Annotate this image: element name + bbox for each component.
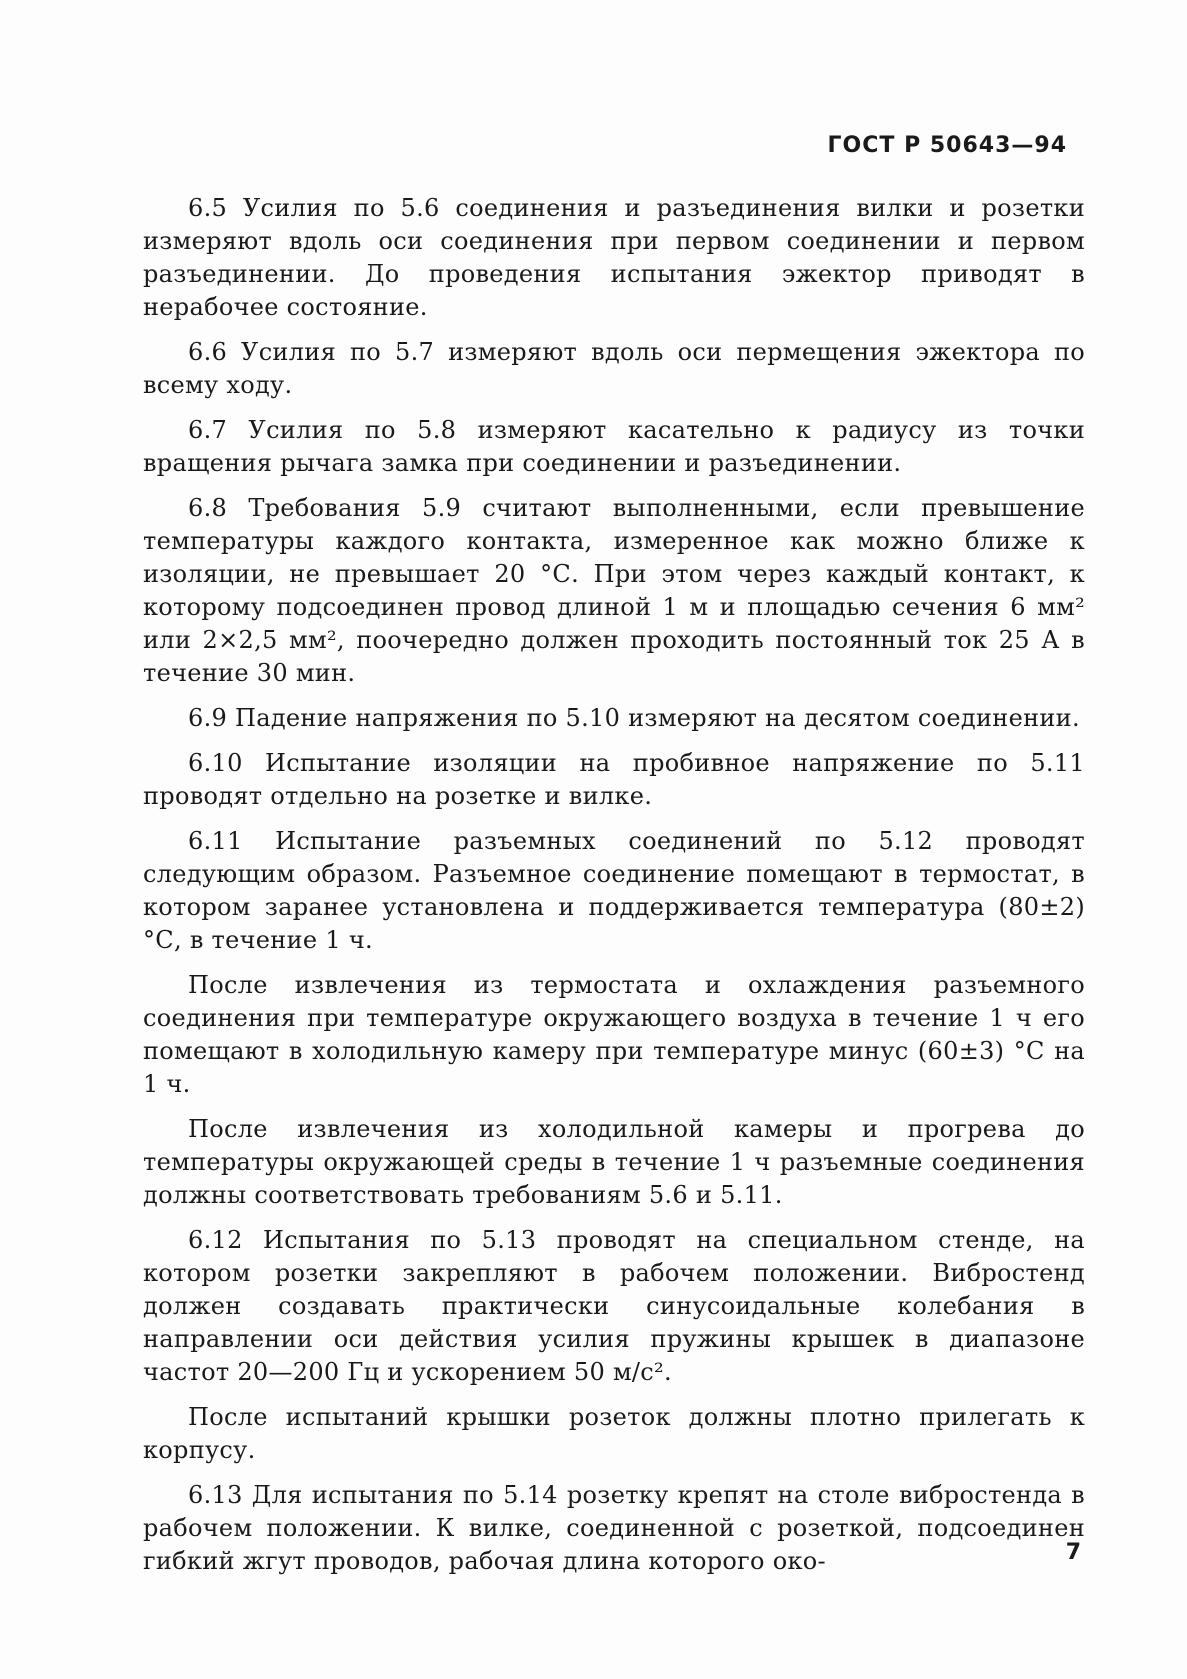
paragraph-6-11-cont-2: После извлечения из холодильной камеры и прогрева до температуры окружающей среды в течение 1 ч разъемные соединения должны соответствовать требованиям 5.6 и 5.11. xyxy=(143,1115,1085,1209)
paragraph-6-8: 6.8 Требования 5.9 считают выполненными, если превышение температуры каждого контакта, измеренное как можно ближе к изоляции, не превышает 20 °С. При этом через каждый контакт, к которому подсоединен провод длиной 1 м и площадью сечения 6 мм² или 2×2,5 мм², поочередно должен проходить постоянный ток 25 А в течение 30 мин. xyxy=(143,494,1085,687)
paragraph-6-6: 6.6 Усилия по 5.7 измеряют вдоль оси пермещения эжектора по всему ходу. xyxy=(143,338,1085,399)
paragraph-6-5: 6.5 Усилия по 5.6 соединения и разъединения вилки и розетки измеряют вдоль оси соединения при первом соединении и первом разъединении. До проведения испытания эжектор приводят в нерабочее состояние. xyxy=(143,194,1085,321)
document-header: ГОСТ Р 50643—94 xyxy=(827,133,1067,158)
paragraph-6-11-cont-1: После извлечения из термостата и охлаждения разъемного соединения при температуре окружающего воздуха в течение 1 ч его помещают в холодильную камеру при температуре минус (60±3) °С на 1 ч. xyxy=(143,971,1085,1098)
paragraph-6-9: 6.9 Падение напряжения по 5.10 измеряют на десятом соединении. xyxy=(188,704,1080,732)
paragraph-6-12-cont: После испытаний крышки розеток должны плотно прилегать к корпусу. xyxy=(143,1403,1085,1464)
paragraph-6-12: 6.12 Испытания по 5.13 проводят на специальном стенде, на котором розетки закрепляют в рабочем положении. Вибростенд должен создавать практически синусоидальные колебания в направлении оси действия усилия пружины крышек в диапазоне частот 20—200 Гц и ускорением 50 м/с². xyxy=(143,1226,1085,1386)
page-number: 7 xyxy=(1065,1540,1081,1565)
document-body xyxy=(143,192,1085,1590)
paragraph-6-7: 6.7 Усилия по 5.8 измеряют касательно к радиусу из точки вращения рычага замка при соединении и разъединении. xyxy=(143,416,1085,477)
paragraph-6-10: 6.10 Испытание изоляции на пробивное напряжение по 5.11 проводят отдельно на розетке и вилке. xyxy=(143,749,1085,810)
paragraph-6-11: 6.11 Испытание разъемных соединений по 5.12 проводят следующим образом. Разъемное соединение помещают в термостат, в котором заранее установлена и поддерживается температура (80±2) °С, в течение 1 ч. xyxy=(143,827,1085,954)
paragraph-6-13: 6.13 Для испытания по 5.14 розетку крепят на столе вибростенда в рабочем положении. К вилке, соединенной с розеткой, подсоединен гибкий жгут проводов, рабочая длина которого око- xyxy=(143,1481,1085,1575)
